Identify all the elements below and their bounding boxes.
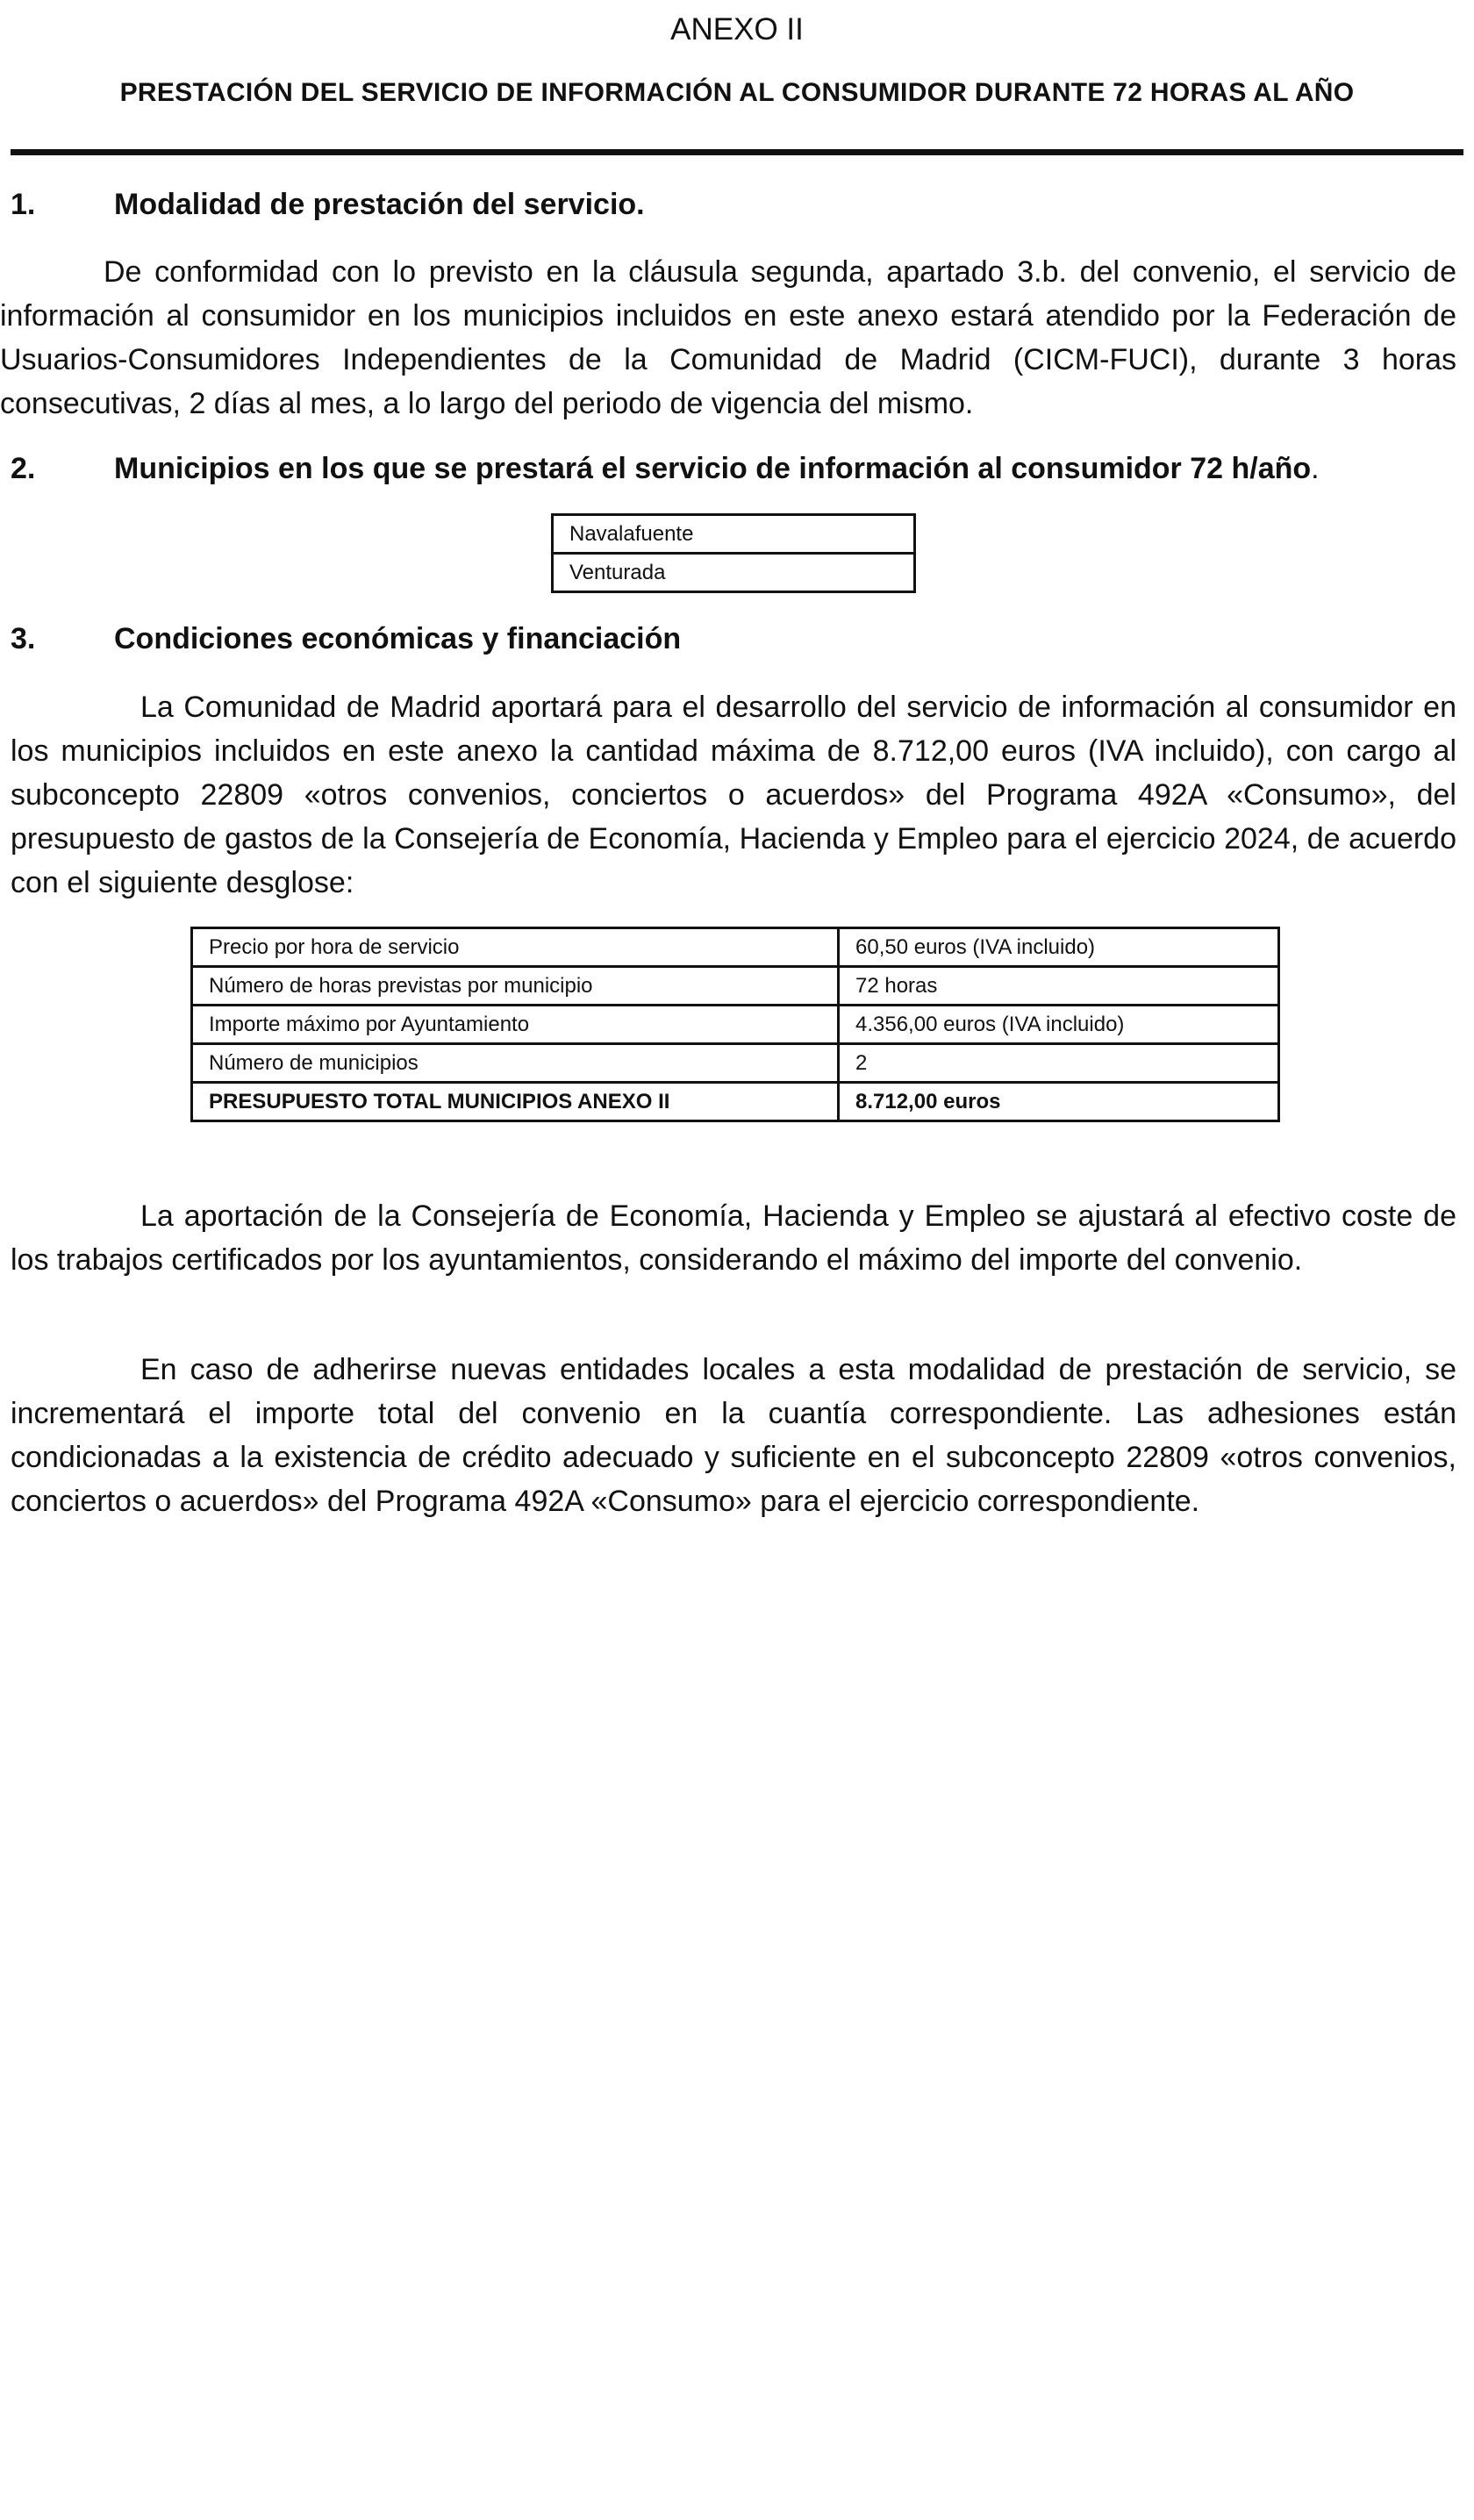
cost-value-cell: 8.712,00 euros xyxy=(839,1083,1279,1121)
section-1-number: 1. xyxy=(11,188,36,221)
section-1-title: Modalidad de prestación del servicio. xyxy=(114,188,645,221)
table-row xyxy=(192,967,1279,1006)
header-divider xyxy=(11,149,1463,155)
municipality-cell: Venturada xyxy=(553,554,915,592)
table-row xyxy=(192,928,1279,967)
cost-label-cell: PRESUPUESTO TOTAL MUNICIPIOS ANEXO II xyxy=(192,1083,839,1121)
table-row xyxy=(192,1006,1279,1044)
section-2-number: 2. xyxy=(11,452,36,485)
section-1-paragraph: De conformidad con lo previsto en la cláusula segunda, apartado 3.b. del convenio, el servicio de información al consumidor en los municipios incluidos en este anexo estará atendido por la Federación de Usuarios-Consumidores Independientes de la Comunidad de Madrid (CICM-FUCI), durante 3 horas consecutivas, 2 días al mes, a lo largo del periodo de vigencia del mismo. xyxy=(0,255,1456,420)
cost-breakdown-table xyxy=(190,927,1280,1122)
table-row-total xyxy=(192,1083,1279,1121)
section-1-heading xyxy=(11,184,1463,225)
section-3-heading xyxy=(11,619,1463,659)
section-3-paragraph-3: En caso de adherirse nuevas entidades locales a esta modalidad de prestación de servicio, se incrementará el importe total del convenio en la cuantía correspondiente. Las adhesiones están condicionadas a la existencia de crédito adecuado y suficiente en el subconcepto 22809 «otros convenios, conciertos o acuerdos» del Programa 492A «Consumo» para el ejercicio correspondiente. xyxy=(11,1353,1456,1518)
section-2-heading xyxy=(11,448,1463,489)
section-2-title-period: . xyxy=(1311,452,1320,485)
cost-label-cell: Importe máximo por Ayuntamiento xyxy=(192,1006,839,1044)
section-2-title: Municipios en los que se prestará el servicio de información al consumidor 72 h/año xyxy=(114,452,1312,485)
cost-label-cell: Número de municipios xyxy=(192,1044,839,1083)
table-row xyxy=(192,1044,1279,1083)
section-3-number: 3. xyxy=(11,622,36,655)
cost-value-cell: 2 xyxy=(839,1044,1279,1083)
annex-title: ANEXO II xyxy=(670,12,804,47)
table-row xyxy=(553,554,915,592)
annex-subtitle: PRESTACIÓN DEL SERVICIO DE INFORMACIÓN AL CONSUMIDOR DURANTE 72 HORAS AL AÑO xyxy=(119,78,1355,107)
table-row xyxy=(553,515,915,554)
cost-value-cell: 60,50 euros (IVA incluido) xyxy=(839,928,1279,967)
cost-value-cell: 4.356,00 euros (IVA incluido) xyxy=(839,1006,1279,1044)
section-3-paragraph-2: La aportación de la Consejería de Economía, Hacienda y Empleo se ajustará al efectivo coste de los trabajos certificados por los ayuntamientos, considerando el máximo del importe del convenio. xyxy=(11,1199,1456,1277)
municipalities-table xyxy=(551,513,916,593)
cost-value-cell: 72 horas xyxy=(839,967,1279,1006)
section-3-title: Condiciones económicas y financiación xyxy=(114,622,682,655)
section-3-paragraph-1: La Comunidad de Madrid aportará para el desarrollo del servicio de información al consumidor en los municipios incluidos en este anexo la cantidad máxima de 8.712,00 euros (IVA incluido), con cargo al subconcepto 22809 «otros convenios, conciertos o acuerdos» del Programa 492A «Consumo», del presupuesto de gastos de la Consejería de Economía, Hacienda y Empleo para el ejercicio 2024, de acuerdo con el siguiente desglose: xyxy=(11,691,1456,899)
cost-label-cell: Número de horas previstas por municipio xyxy=(192,967,839,1006)
municipality-cell: Navalafuente xyxy=(553,515,915,554)
cost-label-cell: Precio por hora de servicio xyxy=(192,928,839,967)
